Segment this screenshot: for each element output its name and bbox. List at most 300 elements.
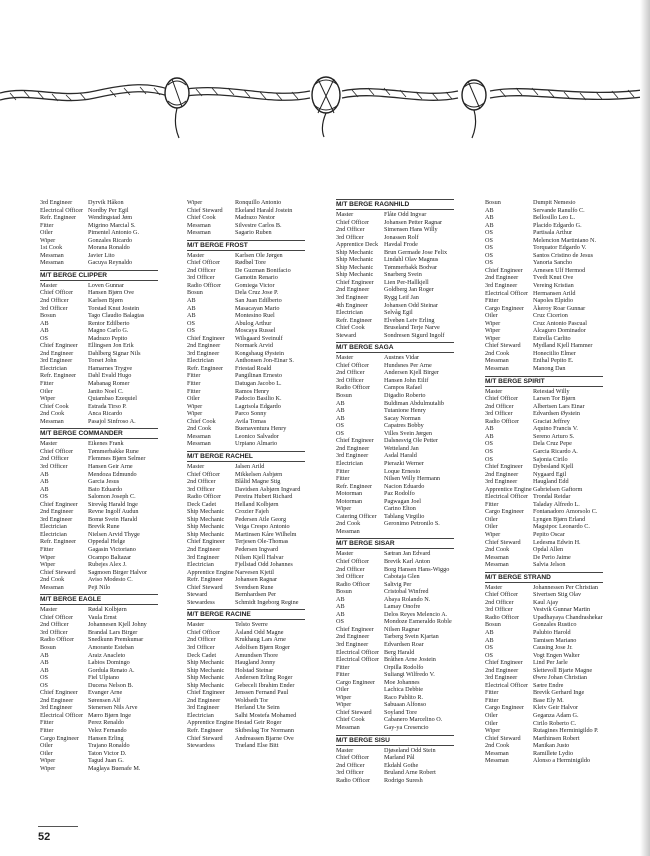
crew-name: Johansen Odd Steinar bbox=[384, 301, 438, 309]
crew-name: Upadhayaya Chandrashekar bbox=[533, 613, 603, 621]
crew-row bbox=[187, 252, 305, 260]
crew-row bbox=[187, 719, 305, 727]
crew-rank: Wiper bbox=[485, 727, 501, 735]
crew-rank: Chief Engineer bbox=[485, 266, 523, 274]
crew-name: Bruland Arne Robert bbox=[384, 769, 436, 777]
crew-row bbox=[336, 724, 454, 732]
crew-row bbox=[40, 765, 158, 773]
crew-row bbox=[187, 403, 305, 411]
crew-rank: 2nd Engineer bbox=[485, 470, 519, 478]
crew-name: Rødbøl Tore bbox=[235, 259, 266, 267]
crew-row bbox=[40, 380, 158, 388]
crew-name: Friestad Roald bbox=[235, 364, 272, 372]
crew-row bbox=[187, 546, 305, 554]
crew-rank: Messman bbox=[336, 724, 360, 731]
ship-section bbox=[336, 199, 454, 339]
crew-row bbox=[187, 471, 305, 479]
crew-name: Bernhardsen Per bbox=[235, 591, 277, 599]
crew-row bbox=[187, 621, 305, 629]
crew-row bbox=[485, 199, 603, 207]
crew-rank: 3rd Officer bbox=[187, 643, 215, 651]
crew-row bbox=[187, 569, 305, 577]
crew-rank: OS bbox=[40, 334, 48, 342]
crew-name: Kongshaug Øystein bbox=[235, 349, 284, 357]
crew-row bbox=[336, 400, 454, 408]
crew-rank: AB bbox=[187, 297, 196, 305]
ship-section bbox=[485, 199, 603, 373]
crew-name: Brevik Gerhard Inge bbox=[533, 689, 585, 697]
crew-row bbox=[187, 357, 305, 365]
crew-name: Cabotaja Glen bbox=[384, 573, 420, 581]
crew-row bbox=[336, 505, 454, 513]
crew-row bbox=[336, 550, 454, 558]
crew-rank: Wiper bbox=[40, 757, 56, 765]
crew-name: Rentor Edilberto bbox=[88, 319, 130, 327]
crew-name: Nygaard Egil bbox=[533, 470, 567, 478]
crew-row bbox=[187, 388, 305, 396]
crew-rank: Chief Officer bbox=[40, 447, 74, 455]
crew-rank: AB bbox=[336, 603, 345, 611]
crew-row bbox=[187, 395, 305, 403]
crew-rank: AB bbox=[485, 636, 494, 644]
crew-row bbox=[485, 222, 603, 230]
crew-row bbox=[40, 659, 158, 667]
crew-row bbox=[336, 633, 454, 641]
crew-name: Woldseth Tor bbox=[235, 696, 269, 704]
crew-name: Buldiman Abdulmutalib bbox=[384, 399, 444, 407]
crew-name: Abulog Arthur bbox=[235, 319, 272, 327]
crew-name: Salvia Jelson bbox=[533, 561, 566, 569]
crew-name: Silvestre Carlos B. bbox=[235, 221, 282, 229]
crew-rank: Messman bbox=[485, 553, 509, 561]
crew-name: Terjesen Ole-Thomas bbox=[235, 538, 289, 546]
crew-rank: Chief Engineer bbox=[336, 278, 374, 286]
crew-name: Martinsen Kåre Wilhelm bbox=[235, 530, 297, 538]
crew-rank: AB bbox=[40, 666, 49, 674]
crew-row bbox=[187, 289, 305, 297]
crew-name: Wilsgaard Sveinulf bbox=[235, 334, 283, 342]
crew-row bbox=[336, 566, 454, 574]
crew-row bbox=[40, 750, 158, 758]
crew-row bbox=[40, 621, 158, 629]
crew-rank: Apprentice Deck bbox=[336, 241, 379, 249]
crew-row bbox=[336, 445, 454, 453]
crew-row bbox=[187, 591, 305, 599]
crew-row bbox=[336, 618, 454, 626]
crew-row bbox=[485, 621, 603, 629]
crew-name: Cruz Cicerion bbox=[533, 312, 568, 320]
crew-name: Tagud Juan G. bbox=[88, 757, 124, 765]
crew-name: Normark Arvid bbox=[235, 342, 273, 350]
crew-row bbox=[187, 712, 305, 720]
ship-section bbox=[40, 199, 158, 267]
crew-rank: 2nd Cook bbox=[336, 520, 361, 528]
crew-name: Quiambao Ezequiel bbox=[88, 395, 137, 403]
roster-column-3 bbox=[336, 196, 454, 784]
crew-rank: 3rd Engineer bbox=[40, 357, 73, 365]
crew-name: Gacuya Reynaldo bbox=[88, 259, 133, 267]
crew-row bbox=[187, 207, 305, 215]
crew-row bbox=[187, 538, 305, 546]
crew-rank: Chief Engineer bbox=[485, 463, 523, 471]
crew-rank: 3rd Engineer bbox=[336, 640, 369, 648]
crew-rank: Chief Engineer bbox=[187, 538, 225, 546]
crew-rank: AB bbox=[336, 595, 345, 603]
crew-row bbox=[336, 483, 454, 491]
crew-row bbox=[40, 478, 158, 486]
crew-rank: AB bbox=[187, 304, 196, 312]
crew-rank: Oiler bbox=[485, 515, 498, 523]
crew-row bbox=[187, 274, 305, 282]
crew-rank: Chief Engineer bbox=[187, 689, 225, 697]
crew-rank: Chief Officer bbox=[187, 470, 221, 478]
crew-name: Enihal Pepito E. bbox=[533, 357, 574, 365]
crew-name: Sagario Ruben bbox=[235, 229, 272, 237]
crew-row bbox=[187, 659, 305, 667]
crew-row bbox=[187, 229, 305, 237]
crew-row bbox=[336, 475, 454, 483]
crew-row bbox=[485, 418, 603, 426]
crew-row bbox=[336, 332, 454, 340]
crew-rank: Messman bbox=[40, 583, 64, 591]
crew-rank: Chief Steward bbox=[336, 708, 372, 716]
crew-row bbox=[336, 369, 454, 377]
crew-row bbox=[40, 237, 158, 245]
crew-rank: AB bbox=[336, 399, 345, 407]
crew-row bbox=[485, 652, 603, 660]
crew-name: Andersen Erling Roger bbox=[235, 674, 293, 682]
crew-rank: Cargo Engineer bbox=[40, 734, 79, 742]
crew-row bbox=[336, 226, 454, 234]
crew-row bbox=[336, 603, 454, 611]
crew-name: Gay-ya Cresencio bbox=[384, 724, 429, 731]
crew-name: Sætre Endre bbox=[533, 681, 564, 689]
crew-rank: Electrical Officer bbox=[485, 493, 528, 501]
crew-rank: 3rd Officer bbox=[485, 410, 513, 418]
crew-rank: Wiper bbox=[40, 553, 56, 561]
crew-name: Schmidt Ingeborg Regine bbox=[235, 598, 299, 606]
crew-name: Rubejes Alex J. bbox=[88, 561, 127, 569]
crew-name: Salomon Joseph C. bbox=[88, 493, 136, 501]
ship-heading: M/T BERGE SISU bbox=[336, 735, 454, 746]
crew-rank: OS bbox=[485, 236, 493, 244]
crew-rank: 2nd Officer bbox=[336, 565, 365, 573]
crew-name: Bellosillo Leo L. bbox=[533, 214, 576, 222]
crew-name: Tarberg Svein Kjartan bbox=[384, 633, 439, 641]
crew-rank: Oiler bbox=[40, 749, 53, 757]
crew-name: De Guzman Bonifacio bbox=[235, 266, 291, 274]
crew-rank: Chief Officer bbox=[40, 613, 74, 621]
crew-rank: OS bbox=[336, 422, 344, 430]
crew-name: Gonzales Rustico bbox=[533, 621, 577, 629]
crew-name: Eikenes Frank bbox=[88, 440, 124, 448]
crew-rank: Chief Officer bbox=[187, 259, 221, 267]
crew-row bbox=[187, 531, 305, 539]
crew-row bbox=[40, 636, 158, 644]
crew-rank: 3rd Engineer bbox=[187, 349, 220, 357]
crew-row bbox=[40, 297, 158, 305]
crew-name: Ellingsen Jon Erik bbox=[88, 342, 134, 350]
crew-name: Marthinsen Robert bbox=[533, 734, 580, 742]
crew-rank: Fitter bbox=[187, 380, 201, 388]
crew-row bbox=[40, 372, 158, 380]
crew-row bbox=[336, 279, 454, 287]
crew-name: Manikan Justo bbox=[533, 742, 570, 750]
crew-rank: AB bbox=[485, 221, 494, 229]
crew-rank: OS bbox=[40, 681, 48, 689]
crew-rank: 2nd Officer bbox=[336, 369, 365, 377]
crew-rank: 2nd Engineer bbox=[336, 633, 370, 641]
ship-heading: M/T BERGE FROST bbox=[187, 240, 305, 251]
crew-name: Reiestad Willy bbox=[533, 387, 570, 395]
crew-row bbox=[485, 486, 603, 494]
crew-rank: 2nd Officer bbox=[40, 621, 69, 629]
crew-name: Graciat Jeffrey bbox=[533, 417, 570, 425]
crew-rank: Messman bbox=[485, 365, 509, 373]
crew-row bbox=[187, 636, 305, 644]
crew-name: Borg Hansen Hans-Wiggo bbox=[384, 565, 450, 573]
crew-row bbox=[187, 682, 305, 690]
crew-rank: 3rd Engineer bbox=[485, 478, 518, 486]
crew-row bbox=[485, 554, 603, 562]
crew-row bbox=[187, 644, 305, 652]
crew-name: Albertsen Lars Einar bbox=[533, 402, 585, 410]
crew-row bbox=[187, 214, 305, 222]
crew-row bbox=[40, 222, 158, 230]
crew-rank: Radio Officer bbox=[336, 580, 371, 588]
ship-heading: M/T BERGE SPIRIT bbox=[485, 376, 603, 387]
crew-name: Helland Kolbjørn bbox=[235, 500, 279, 508]
crew-rank: OS bbox=[485, 447, 493, 455]
crew-name: Øwre Johan Christian bbox=[533, 674, 587, 682]
crew-row bbox=[40, 229, 158, 237]
crew-row bbox=[336, 762, 454, 770]
crew-rank: AB bbox=[40, 327, 49, 335]
crew-row bbox=[40, 682, 158, 690]
crew-name: Sajonia Cirilo bbox=[533, 455, 568, 463]
crew-rank: 2nd Engineer bbox=[187, 696, 221, 704]
crew-row bbox=[187, 305, 305, 313]
ship-section bbox=[187, 451, 305, 606]
crew-rank: Messman bbox=[336, 527, 360, 535]
crew-rank: Master bbox=[485, 583, 503, 591]
crew-name: Karlsen Ole Jørgen bbox=[235, 251, 283, 259]
crew-rank: Chief Engineer bbox=[40, 342, 78, 350]
crew-row bbox=[187, 501, 305, 509]
crew-rank: AB bbox=[336, 407, 345, 415]
crew-row bbox=[187, 365, 305, 373]
crew-name: Haugland Jonny bbox=[235, 659, 276, 667]
crew-rank: 2nd Officer bbox=[336, 226, 365, 234]
crew-row bbox=[485, 637, 603, 645]
crew-row bbox=[336, 716, 454, 724]
crew-row bbox=[336, 596, 454, 604]
crew-name: Larsen Tor Bjørn bbox=[533, 395, 576, 403]
crew-row bbox=[40, 735, 158, 743]
crew-rank: Electrician bbox=[40, 530, 67, 538]
crew-name: Andersen Kjell Birger bbox=[384, 369, 439, 377]
crew-name: Trajano Ronaldo bbox=[88, 742, 130, 750]
crew-rank: Ship Mechanic bbox=[187, 681, 225, 689]
crew-name: Herland Ute Seim bbox=[235, 704, 280, 712]
crew-name: Selvåg Egil bbox=[384, 309, 413, 317]
crew-rank: Wiper bbox=[187, 410, 203, 418]
crew-name: Loven Gunnar bbox=[88, 281, 124, 289]
crew-rank: Stewardess bbox=[187, 598, 215, 606]
crew-rank: Electrical Officer bbox=[40, 711, 83, 719]
crew-row bbox=[485, 704, 603, 712]
crew-rank: Chief Engineer bbox=[485, 659, 523, 667]
crew-rank: Ship Mechanic bbox=[336, 263, 374, 271]
ship-section bbox=[40, 428, 158, 591]
roster-column-2 bbox=[187, 196, 305, 750]
crew-row bbox=[187, 689, 305, 697]
crew-rank: Oiler bbox=[485, 312, 498, 320]
crew-row bbox=[336, 520, 454, 528]
crew-name: Dahl Evald Hugo bbox=[88, 372, 132, 380]
crew-name: Mæro Bjørn Inge bbox=[88, 711, 131, 719]
crew-name: Paz Rodolfo bbox=[384, 490, 415, 498]
crew-rank: Electrician bbox=[187, 357, 214, 365]
crew-rank: Chief Engineer bbox=[40, 500, 78, 508]
crew-name: Holstad Steinar bbox=[235, 666, 274, 674]
crew-rank: Fitter bbox=[485, 297, 499, 305]
crew-rank: Messman bbox=[40, 259, 64, 267]
crew-name: Perez Renaldo bbox=[88, 719, 124, 727]
crew-rank: Oiler bbox=[485, 712, 498, 719]
crew-row bbox=[485, 237, 603, 245]
roster-column-1 bbox=[40, 196, 158, 772]
crew-name: Lien Per-Hallkjell bbox=[384, 278, 429, 286]
crew-row bbox=[485, 327, 603, 335]
crew-name: Sabuaan Alfonso bbox=[384, 701, 427, 709]
crew-row bbox=[336, 294, 454, 302]
crew-name: Dela Cruz Pepe bbox=[533, 440, 572, 448]
crew-rank: Refr. Engineer bbox=[187, 576, 224, 584]
crew-rank: OS bbox=[485, 440, 493, 448]
crew-rank: Chief Officer bbox=[336, 754, 370, 762]
crew-row bbox=[336, 234, 454, 242]
crew-row bbox=[187, 418, 305, 426]
crew-name: Haugland Edd bbox=[533, 478, 569, 486]
crew-rank: Wiper bbox=[40, 561, 56, 569]
crew-name: Aquino Francis V. bbox=[533, 425, 578, 433]
crew-row bbox=[336, 664, 454, 672]
crew-rank: Wiper bbox=[336, 505, 352, 513]
crew-rank: Chief Cook bbox=[336, 324, 365, 332]
crew-row bbox=[40, 508, 158, 516]
crew-row bbox=[336, 769, 454, 777]
crew-name: Crozier Fajeh bbox=[235, 508, 269, 516]
crew-row bbox=[187, 704, 305, 712]
crew-row bbox=[336, 581, 454, 589]
crew-rank: Electrical Officer bbox=[40, 206, 83, 214]
crew-rank: 3rd Officer bbox=[40, 628, 68, 636]
crew-row bbox=[187, 561, 305, 569]
crew-row bbox=[485, 244, 603, 252]
crew-name: Tablang Virgilio bbox=[384, 512, 425, 520]
crew-rank: Steward bbox=[336, 331, 357, 339]
crew-rank: Wiper bbox=[40, 236, 56, 244]
crew-row bbox=[336, 490, 454, 498]
crew-rank: OS bbox=[336, 618, 344, 626]
crew-name: Karlsen Bjørn bbox=[88, 297, 123, 305]
crew-rank: Chief Officer bbox=[485, 395, 519, 403]
crew-rank: Wiper bbox=[485, 327, 501, 335]
crew-name: Santos Cristino de Jesus bbox=[533, 251, 593, 259]
crew-rank: OS bbox=[485, 259, 493, 267]
crew-rank: 2nd Officer bbox=[40, 297, 69, 305]
crew-rank: Bosun bbox=[485, 199, 501, 206]
crew-name: Ramillete Lydio bbox=[533, 749, 574, 757]
crew-rank: 3rd Officer bbox=[40, 304, 68, 312]
crew-name: Mendoza Edmundo bbox=[88, 470, 137, 478]
crew-name: Magsipoc Leonardo C. bbox=[533, 523, 590, 531]
crew-row bbox=[40, 471, 158, 479]
crew-row bbox=[336, 452, 454, 460]
crew-name: Cruz Antonio Pascual bbox=[533, 319, 587, 327]
crew-row bbox=[485, 229, 603, 237]
crew-row bbox=[485, 290, 603, 298]
ship-heading: M/T BERGE RACINE bbox=[187, 609, 305, 620]
crew-name: Stenersen Nils Arve bbox=[88, 704, 138, 712]
crew-name: Ledesma Edwin H. bbox=[533, 538, 581, 546]
crew-rank: Stewardess bbox=[187, 742, 215, 750]
crew-name: Base Ely M. bbox=[533, 696, 564, 704]
crew-rank: Chief Steward bbox=[187, 206, 223, 214]
crew-row bbox=[40, 199, 158, 207]
crew-name: Cabanero Marcelino O. bbox=[384, 716, 443, 724]
crew-name: Napoles Elpidio bbox=[533, 297, 574, 305]
crew-rank: Master bbox=[336, 211, 354, 218]
crew-row bbox=[40, 531, 158, 539]
crew-name: Parco Sonny bbox=[235, 410, 267, 418]
crew-name: Anca Ricardo bbox=[88, 410, 123, 418]
crew-name: Dalsnesvig Ole Petter bbox=[384, 437, 438, 445]
crew-rank: Fitter bbox=[485, 696, 499, 704]
ship-section bbox=[187, 199, 305, 237]
crew-name: Hestad Geir Roger bbox=[235, 719, 282, 727]
crew-row bbox=[336, 468, 454, 476]
crew-row bbox=[336, 498, 454, 506]
crew-row bbox=[336, 656, 454, 664]
crew-row bbox=[40, 704, 158, 712]
crew-name: Moscaya Russel bbox=[235, 327, 276, 335]
crew-row bbox=[485, 659, 603, 667]
crew-name: Tømmerbakke Rune bbox=[88, 447, 139, 455]
crew-row bbox=[336, 701, 454, 709]
crew-row bbox=[336, 384, 454, 392]
crew-row bbox=[40, 335, 158, 343]
crew-row bbox=[40, 214, 158, 222]
crew-name: Lagrisola Edgardo bbox=[235, 402, 281, 410]
crew-row bbox=[485, 403, 603, 411]
crew-row bbox=[336, 415, 454, 423]
crew-row bbox=[40, 667, 158, 675]
crew-rank: Ship Mechanic bbox=[187, 523, 225, 531]
crew-rank: Messman bbox=[187, 229, 211, 237]
crew-name: Capatres Bobby bbox=[384, 422, 424, 430]
crew-rank: 3rd Officer bbox=[336, 376, 364, 384]
crew-rank: Electrician bbox=[187, 711, 214, 719]
crew-name: Saltvig Per bbox=[384, 580, 412, 588]
crew-rank: 2nd Cook bbox=[40, 410, 65, 418]
crew-rank: Bosun bbox=[336, 392, 352, 400]
crew-rank: OS bbox=[485, 455, 493, 463]
crew-row bbox=[40, 252, 158, 260]
crew-name: Johannessen Per Christian bbox=[533, 583, 598, 591]
crew-row bbox=[336, 686, 454, 694]
